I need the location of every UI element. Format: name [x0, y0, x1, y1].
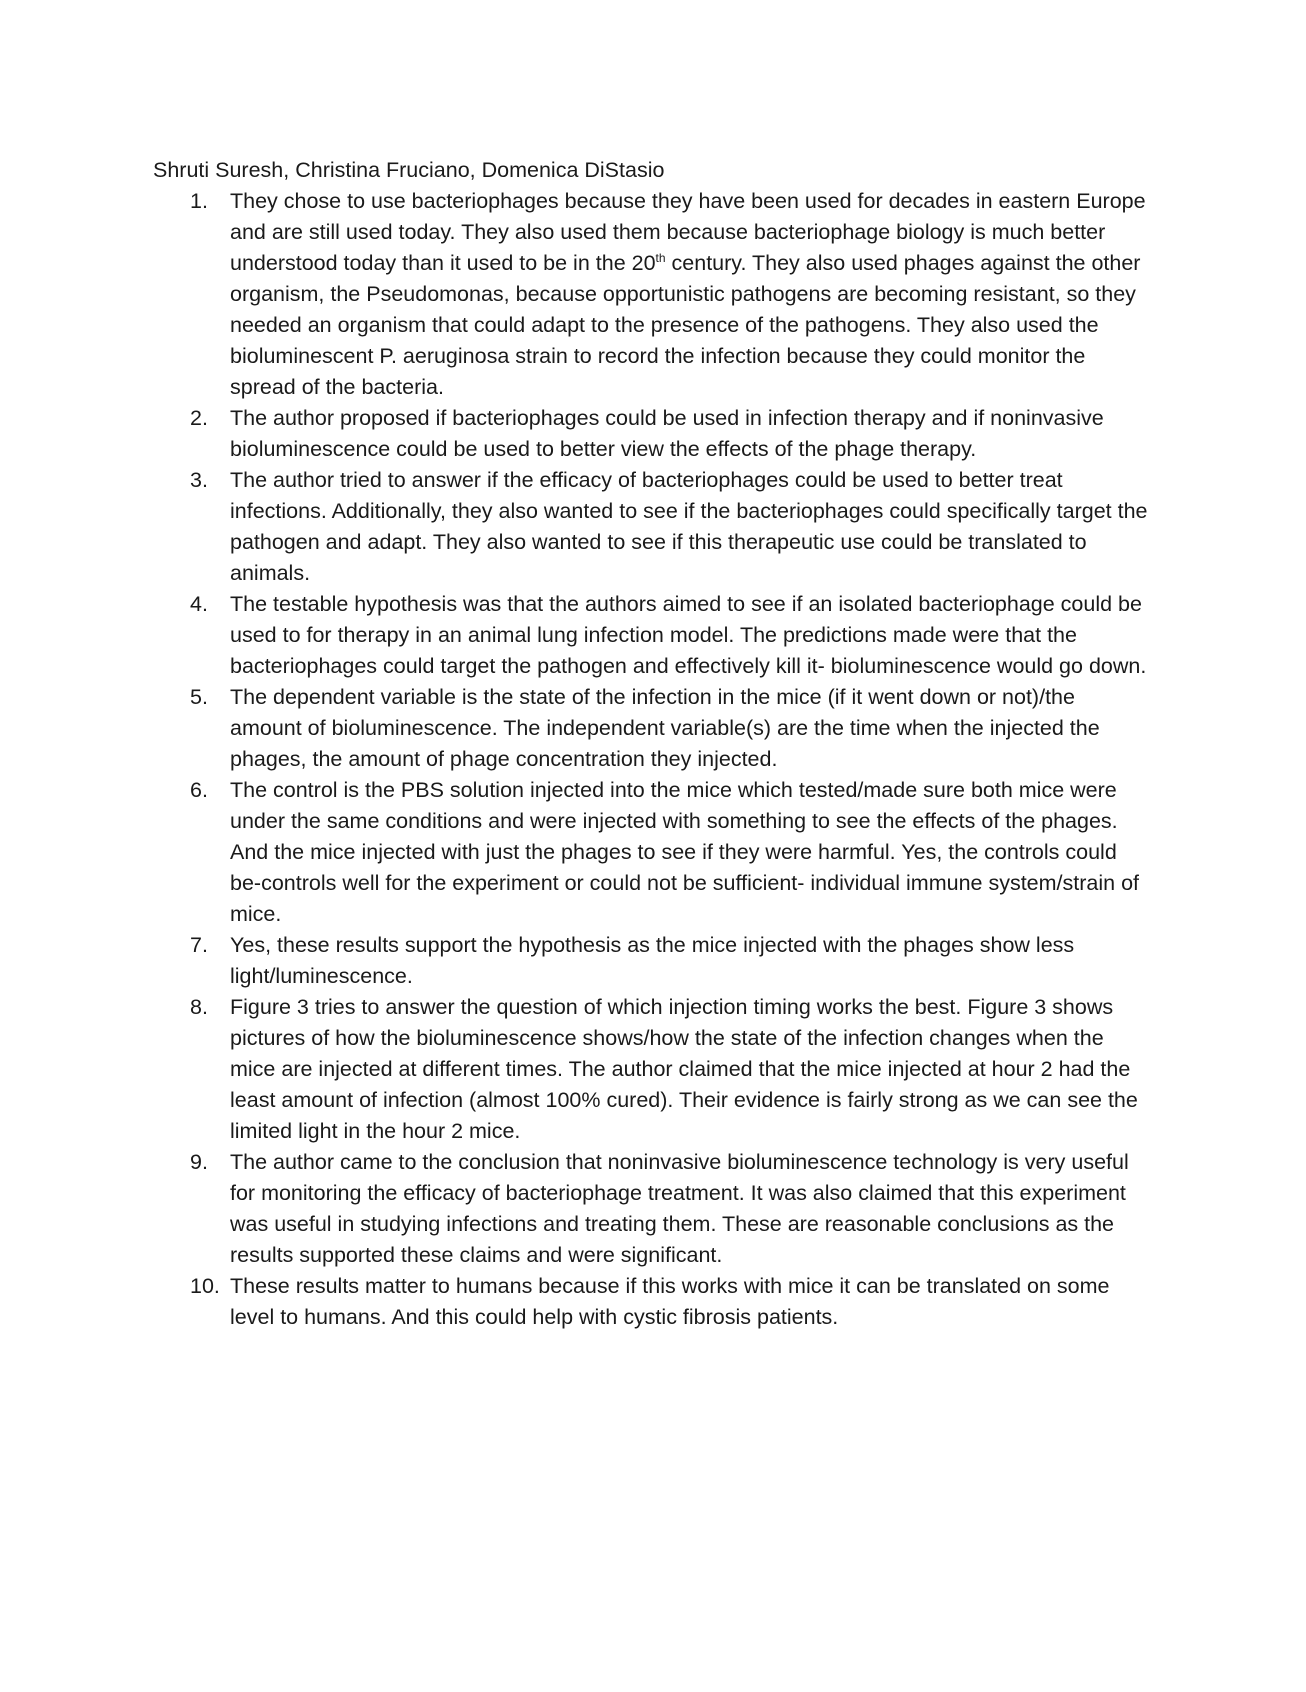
- answer-item-4: [190, 589, 1150, 682]
- answer-text: The author tried to answer if the efficacy of bacteriophages could be used to better treat infections. Additionally, they also wanted to see if the bacteriophages could specifically target the pathogen and adapt. They also wanted to see if this therapeutic use could be translated to animals.: [230, 468, 1148, 585]
- ordinal-superscript: th: [655, 250, 666, 265]
- answer-list: [190, 186, 1150, 1333]
- answer-number: 4.: [190, 592, 208, 616]
- answer-number: 5.: [190, 685, 208, 709]
- answer-number: 8.: [190, 995, 208, 1019]
- answer-text: The control is the PBS solution injected into the mice which tested/made sure both mice were under the same conditions and were injected with something to see the effects of the phages. And the mice injected with just the phages to see if they were harmful. Yes, the controls could be-controls well for the experiment or could not be sufficient- individual immune system/strain of mice.: [230, 778, 1139, 926]
- answer-text: The author came to the conclusion that noninvasive bioluminescence technology is very useful for monitoring the efficacy of bacteriophage treatment. It was also claimed that this experiment was useful in studying infections and treating them. These are reasonable conclusions as the results supported these claims and were significant.: [230, 1150, 1129, 1267]
- answer-text: [230, 186, 1150, 403]
- answer-number: 9.: [190, 1150, 208, 1174]
- answer-text: The dependent variable is the state of the infection in the mice (if it went down or not)/the amount of bioluminescence. The independent variable(s) are the time when the injected the phages, the amount of phage concentration they injected.: [230, 685, 1100, 771]
- answer-item-2: [190, 403, 1150, 465]
- answer-item-3: [190, 465, 1150, 589]
- answer-number: 7.: [190, 933, 208, 957]
- answer-item-1: [190, 186, 1150, 403]
- answer-item-6: [190, 775, 1150, 930]
- answer-item-7: [190, 930, 1150, 992]
- answer-item-8: [190, 992, 1150, 1147]
- answer-number: 6.: [190, 778, 208, 802]
- answer-number: 3.: [190, 468, 208, 492]
- answer-text: These results matter to humans because if this works with mice it can be translated on some level to humans. And this could help with cystic fibrosis patients.: [230, 1274, 1110, 1329]
- answer-text: Figure 3 tries to answer the question of which injection timing works the best. Figure 3 shows pictures of how the bioluminescence shows/how the state of the infection changes when the mice are injected at different times. The author claimed that the mice injected at hour 2 had the least amount of infection (almost 100% cured). Their evidence is fairly strong as we can see the limited light in the hour 2 mice.: [230, 995, 1138, 1143]
- answer-number: 2.: [190, 406, 208, 430]
- answer-item-5: [190, 682, 1150, 775]
- answer-text-part: They chose to use bacteriophages because they have been used for decades in eastern Europe and are still used today. They also used them because bacteriophage biology is much better understood today than it used to be in the 20: [230, 189, 1146, 275]
- answer-item-10: [190, 1271, 1150, 1333]
- answer-text-part: century. They also used phages against the other organism, the Pseudomonas, because opportunistic pathogens are becoming resistant, so they needed an organism that could adapt to the presence of the pathogens. They also used the bioluminescent P. aeruginosa strain to record the infection because they could monitor the spread of the bacteria.: [230, 251, 1141, 399]
- answer-text: The author proposed if bacteriophages could be used in infection therapy and if noninvasive bioluminescence could be used to better view the effects of the phage therapy.: [230, 406, 1104, 461]
- answer-text: Yes, these results support the hypothesis as the mice injected with the phages show less light/luminescence.: [230, 933, 1075, 988]
- answer-text: The testable hypothesis was that the authors aimed to see if an isolated bacteriophage could be used to for therapy in an animal lung infection model. The predictions made were that the bacteriophages could target the pathogen and effectively kill it- bioluminescence would go down.: [230, 592, 1147, 678]
- answer-number: 10.: [190, 1274, 220, 1298]
- author-names: Shruti Suresh, Christina Fruciano, Domenica DiStasio: [153, 158, 665, 182]
- answer-number: 1.: [190, 189, 208, 213]
- answer-item-9: [190, 1147, 1150, 1271]
